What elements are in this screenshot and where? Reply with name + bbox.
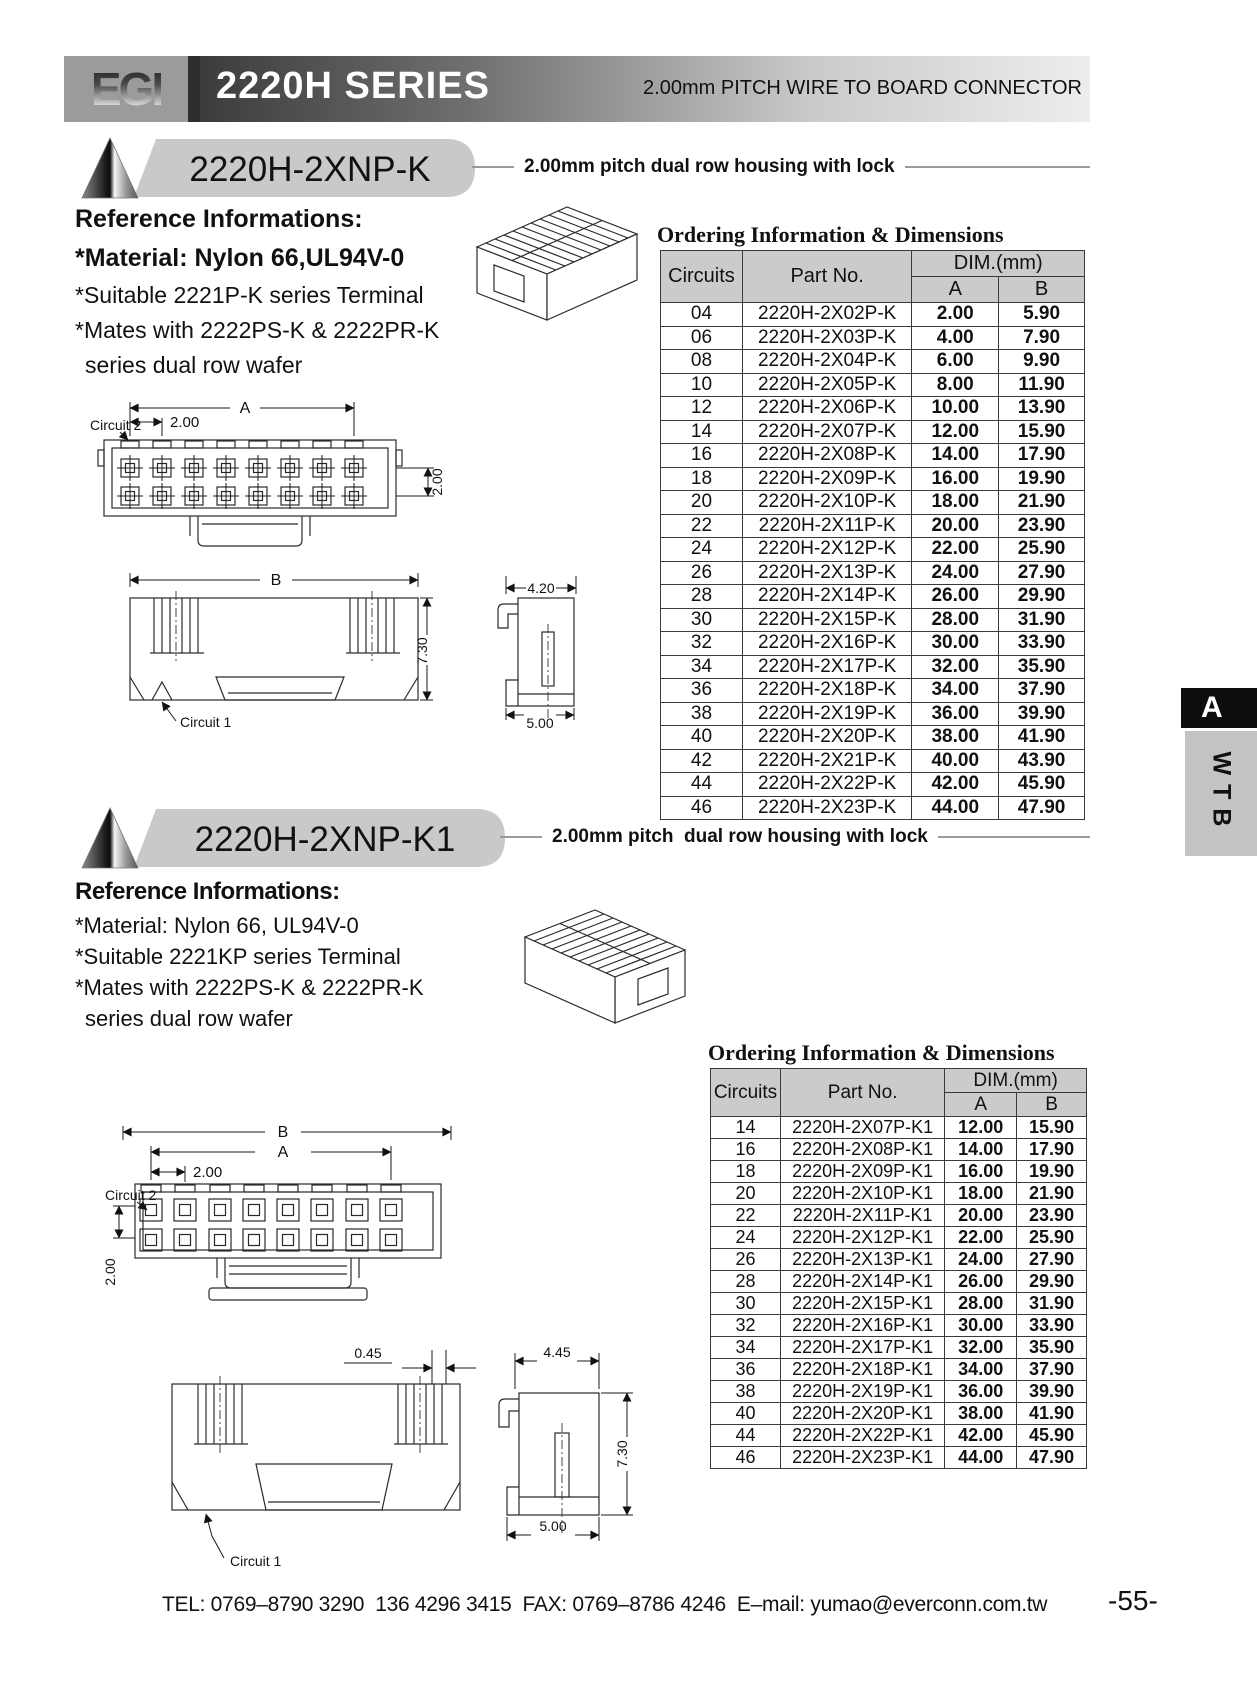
table-cell: 12.00 <box>912 420 999 444</box>
dim-label-offset: 0.45 <box>354 1345 382 1361</box>
table-cell: 2220H-2X15P-K1 <box>780 1293 944 1315</box>
table-cell: 04 <box>661 303 743 327</box>
tagline-k1 <box>500 826 1090 848</box>
table-cell: 22 <box>711 1205 781 1227</box>
table-cell: 2220H-2X09P-K1 <box>780 1161 944 1183</box>
table-cell: 08 <box>661 350 743 374</box>
table-cell: 35.90 <box>999 655 1085 679</box>
table-cell: 28.00 <box>912 608 999 632</box>
table-row <box>661 350 1085 374</box>
table-cell: 26.00 <box>945 1271 1017 1293</box>
table-row <box>661 397 1085 421</box>
table-cell: 32.00 <box>945 1337 1017 1359</box>
table-cell: 14 <box>711 1117 781 1139</box>
table-cell: 40 <box>711 1403 781 1425</box>
table-row <box>661 585 1085 609</box>
ordering-table-k <box>660 250 1085 820</box>
table-cell: 23.90 <box>999 514 1085 538</box>
table-cell: 35.90 <box>1017 1337 1087 1359</box>
circuit1-label: Circuit 1 <box>180 714 232 730</box>
table-cell: 27.90 <box>1017 1249 1087 1271</box>
col-header-a: A <box>945 1093 1017 1117</box>
table-row <box>711 1161 1087 1183</box>
table-cell: 22.00 <box>945 1227 1017 1249</box>
table-cell: 27.90 <box>999 561 1085 585</box>
table-row <box>661 796 1085 820</box>
table-cell: 26 <box>711 1249 781 1271</box>
dim-label-depth: 4.45 <box>543 1344 571 1360</box>
table-cell: 46 <box>661 796 743 820</box>
table-cell: 24.00 <box>912 561 999 585</box>
table-cell: 2220H-2X22P-K1 <box>780 1425 944 1447</box>
table-cell: 2220H-2X17P-K <box>742 655 911 679</box>
table-cell: 30.00 <box>912 632 999 656</box>
table-row <box>661 655 1085 679</box>
table-cell: 47.90 <box>999 796 1085 820</box>
tagline-rule <box>905 166 1090 168</box>
tagline-k1-text: 2.00mm pitch dual row housing with lock <box>552 826 928 847</box>
part-badge-k1-label: 2220H-2XNP-K1 <box>194 820 456 859</box>
table-cell: 42.00 <box>912 773 999 797</box>
reference-block-k1 <box>75 878 555 1037</box>
table-cell: 34.00 <box>912 679 999 703</box>
section-index-tab <box>1181 688 1257 728</box>
dim-label-height: 7.30 <box>414 637 430 665</box>
table-cell: 31.90 <box>1017 1293 1087 1315</box>
table-cell: 14 <box>661 420 743 444</box>
table-cell: 38.00 <box>912 726 999 750</box>
table-cell: 5.90 <box>999 303 1085 327</box>
col-header-circuits: Circuits <box>711 1069 781 1117</box>
table-cell: 42 <box>661 749 743 773</box>
table-cell: 38.00 <box>945 1403 1017 1425</box>
table-row <box>661 773 1085 797</box>
table-cell: 2220H-2X19P-K1 <box>780 1381 944 1403</box>
dim-label-pitch: 2.00 <box>170 414 200 431</box>
table-cell: 2220H-2X18P-K1 <box>780 1359 944 1381</box>
table-row <box>661 303 1085 327</box>
reference-line: *Mates with 2222PS-K & 2222PR-K <box>75 317 440 343</box>
table-cell: 2220H-2X23P-K1 <box>780 1447 944 1469</box>
table-cell: 44.00 <box>912 796 999 820</box>
table-cell: 33.90 <box>999 632 1085 656</box>
dim-label-pitch: 2.00 <box>193 1164 223 1181</box>
isometric-view-k <box>452 192 652 342</box>
table-cell: 30 <box>711 1293 781 1315</box>
table-cell: 38 <box>661 702 743 726</box>
table-cell: 41.90 <box>999 726 1085 750</box>
table-row <box>661 679 1085 703</box>
table-row <box>711 1139 1087 1161</box>
table-row <box>711 1293 1087 1315</box>
table-cell: 2220H-2X07P-K <box>742 420 911 444</box>
table-cell: 36.00 <box>945 1381 1017 1403</box>
table-cell: 20.00 <box>945 1205 1017 1227</box>
table-cell: 15.90 <box>1017 1117 1087 1139</box>
table-cell: 45.90 <box>1017 1425 1087 1447</box>
reference-line: series dual row wafer <box>85 352 303 378</box>
dim-label-b: B <box>270 572 282 589</box>
part-badge-k1 <box>78 806 508 870</box>
reference-line: *Material: Nylon 66,UL94V-0 <box>75 244 405 272</box>
reference-line: series dual row wafer <box>85 1006 293 1031</box>
table-row <box>711 1425 1087 1447</box>
dim-label-width: 5.00 <box>539 1518 567 1534</box>
table-cell: 40.00 <box>912 749 999 773</box>
table-cell: 14.00 <box>945 1139 1017 1161</box>
table-cell: 8.00 <box>912 373 999 397</box>
series-title: 2220H SERIES <box>216 65 490 107</box>
table-cell: 33.90 <box>1017 1315 1087 1337</box>
table-cell: 22.00 <box>912 538 999 562</box>
table-cell: 17.90 <box>999 444 1085 468</box>
table-cell: 19.90 <box>999 467 1085 491</box>
table-row <box>711 1359 1087 1381</box>
front-view-k <box>90 388 450 560</box>
table-cell: 21.90 <box>1017 1183 1087 1205</box>
table-cell: 2220H-2X16P-K <box>742 632 911 656</box>
table-row <box>711 1183 1087 1205</box>
table-cell: 26 <box>661 561 743 585</box>
table-cell: 10 <box>661 373 743 397</box>
table-cell: 24 <box>661 538 743 562</box>
table-row <box>661 326 1085 350</box>
col-header-part-no: Part No. <box>742 251 911 303</box>
col-header-b: B <box>1017 1093 1087 1117</box>
table-cell: 11.90 <box>999 373 1085 397</box>
category-tab-wtb <box>1185 731 1257 856</box>
table-row <box>661 749 1085 773</box>
table-cell: 18 <box>711 1161 781 1183</box>
dim-label-depth: 4.20 <box>527 580 555 596</box>
table-row <box>661 420 1085 444</box>
table-cell: 20 <box>711 1183 781 1205</box>
table-cell: 28 <box>661 585 743 609</box>
table-cell: 2220H-2X08P-K <box>742 444 911 468</box>
table-row <box>661 514 1085 538</box>
table-cell: 9.90 <box>999 350 1085 374</box>
table-cell: 2220H-2X03P-K <box>742 326 911 350</box>
table-cell: 10.00 <box>912 397 999 421</box>
table-cell: 2220H-2X09P-K <box>742 467 911 491</box>
profile-view-k1 <box>475 1345 640 1555</box>
series-subtitle: 2.00mm PITCH WIRE TO BOARD CONNECTOR <box>643 77 1082 99</box>
table-cell: 32.00 <box>912 655 999 679</box>
reference-line: *Suitable 2221P-K series Terminal <box>75 282 424 308</box>
table-row <box>661 608 1085 632</box>
table-cell: 2.00 <box>912 303 999 327</box>
badge-triangle-icon <box>82 138 138 198</box>
table-cell: 19.90 <box>1017 1161 1087 1183</box>
table-cell: 31.90 <box>999 608 1085 632</box>
table-row <box>661 726 1085 750</box>
table-cell: 45.90 <box>999 773 1085 797</box>
table-cell: 18.00 <box>912 491 999 515</box>
table-cell: 2220H-2X02P-K <box>742 303 911 327</box>
reference-line: *Mates with 2222PS-K & 2222PR-K <box>75 975 424 1000</box>
reference-heading: Reference Informations: <box>75 878 340 905</box>
table-cell: 2220H-2X10P-K1 <box>780 1183 944 1205</box>
dim-label-b: B <box>277 1124 289 1141</box>
table-cell: 2220H-2X05P-K <box>742 373 911 397</box>
table-cell: 2220H-2X16P-K1 <box>780 1315 944 1337</box>
table-cell: 25.90 <box>1017 1227 1087 1249</box>
table-cell: 2220H-2X10P-K <box>742 491 911 515</box>
table-title-k: Ordering Information & Dimensions <box>657 222 1004 247</box>
circuit1-label: Circuit 1 <box>230 1553 282 1569</box>
table-row <box>711 1337 1087 1359</box>
dim-label-a: A <box>239 400 251 417</box>
table-cell: 2220H-2X14P-K <box>742 585 911 609</box>
table-cell: 2220H-2X20P-K1 <box>780 1403 944 1425</box>
table-cell: 2220H-2X08P-K1 <box>780 1139 944 1161</box>
table-row <box>661 538 1085 562</box>
col-header-a: A <box>912 277 999 303</box>
table-cell: 12.00 <box>945 1117 1017 1139</box>
table-cell: 39.90 <box>999 702 1085 726</box>
table-cell: 46 <box>711 1447 781 1469</box>
table-row <box>661 444 1085 468</box>
table-row <box>711 1117 1087 1139</box>
table-cell: 16 <box>711 1139 781 1161</box>
footer-contact: TEL: 0769–8790 3290 136 4296 3415 FAX: 0769–8786 4246 E–mail: yumao@everconn.com.tw <box>162 1593 1048 1616</box>
table-cell: 2220H-2X06P-K <box>742 397 911 421</box>
table-cell: 16 <box>661 444 743 468</box>
table-cell: 44 <box>711 1425 781 1447</box>
dim-label-row-pitch: 2.00 <box>429 468 445 496</box>
table-cell: 47.90 <box>1017 1447 1087 1469</box>
table-cell: 34 <box>661 655 743 679</box>
page-number: -55- <box>1108 1585 1158 1616</box>
table-row <box>661 373 1085 397</box>
company-logo <box>64 56 188 122</box>
table-cell: 28.00 <box>945 1293 1017 1315</box>
tagline-rule <box>938 836 1090 838</box>
table-cell: 37.90 <box>999 679 1085 703</box>
table-cell: 4.00 <box>912 326 999 350</box>
table-cell: 2220H-2X22P-K <box>742 773 911 797</box>
tagline-rule <box>500 836 542 838</box>
dim-label-a: A <box>277 1144 289 1161</box>
table-cell: 34 <box>711 1337 781 1359</box>
dim-label-width: 5.00 <box>526 715 554 731</box>
table-row <box>661 702 1085 726</box>
table-row <box>711 1271 1087 1293</box>
table-cell: 2220H-2X15P-K <box>742 608 911 632</box>
table-row <box>711 1227 1087 1249</box>
table-cell: 24.00 <box>945 1249 1017 1271</box>
table-cell: 36 <box>661 679 743 703</box>
table-cell: 16.00 <box>912 467 999 491</box>
profile-view-k <box>470 568 610 730</box>
table-title-k1: Ordering Information & Dimensions <box>708 1040 1055 1065</box>
table-cell: 14.00 <box>912 444 999 468</box>
table-row <box>711 1249 1087 1271</box>
table-cell: 2220H-2X19P-K <box>742 702 911 726</box>
col-header-circuits: Circuits <box>661 251 743 303</box>
tagline-k-text: 2.00mm pitch dual row housing with lock <box>524 156 895 177</box>
table-cell: 42.00 <box>945 1425 1017 1447</box>
isometric-view-k1 <box>505 895 710 1045</box>
table-row <box>711 1205 1087 1227</box>
section-index-tab-label: A <box>1201 691 1223 724</box>
table-cell: 6.00 <box>912 350 999 374</box>
table-cell: 18 <box>661 467 743 491</box>
table-cell: 21.90 <box>999 491 1085 515</box>
table-cell: 28 <box>711 1271 781 1293</box>
table-cell: 2220H-2X12P-K <box>742 538 911 562</box>
table-cell: 16.00 <box>945 1161 1017 1183</box>
circuit2-label: Circuit 2 <box>90 417 142 433</box>
table-cell: 37.90 <box>1017 1359 1087 1381</box>
badge-triangle-icon <box>82 808 138 868</box>
table-cell: 12 <box>661 397 743 421</box>
table-cell: 2220H-2X07P-K1 <box>780 1117 944 1139</box>
table-cell: 20 <box>661 491 743 515</box>
table-cell: 23.90 <box>1017 1205 1087 1227</box>
table-cell: 2220H-2X13P-K <box>742 561 911 585</box>
table-cell: 40 <box>661 726 743 750</box>
table-cell: 2220H-2X12P-K1 <box>780 1227 944 1249</box>
table-cell: 24 <box>711 1227 781 1249</box>
table-row <box>711 1447 1087 1469</box>
table-cell: 29.90 <box>1017 1271 1087 1293</box>
col-header-dim: DIM.(mm) <box>912 251 1085 277</box>
tagline-rule <box>472 166 514 168</box>
table-cell: 7.90 <box>999 326 1085 350</box>
logo-text: EGI <box>90 63 162 115</box>
side-view-k <box>120 565 435 737</box>
table-cell: 22 <box>661 514 743 538</box>
table-row <box>661 561 1085 585</box>
table-cell: 13.90 <box>999 397 1085 421</box>
table-cell: 2220H-2X23P-K <box>742 796 911 820</box>
reference-line: *Suitable 2221KP series Terminal <box>75 944 401 969</box>
tagline-k <box>472 156 1090 178</box>
dim-label-height: 7.30 <box>614 1440 630 1468</box>
col-header-b: B <box>999 277 1085 303</box>
table-row <box>661 632 1085 656</box>
table-cell: 2220H-2X17P-K1 <box>780 1337 944 1359</box>
side-view-k1 <box>160 1340 490 1578</box>
part-badge-k-label: 2220H-2XNP-K <box>189 150 431 189</box>
table-cell: 20.00 <box>912 514 999 538</box>
table-cell: 38 <box>711 1381 781 1403</box>
table-cell: 2220H-2X20P-K <box>742 726 911 750</box>
dim-label-row-pitch: 2.00 <box>102 1258 118 1286</box>
table-row <box>711 1403 1087 1425</box>
table-cell: 2220H-2X21P-K <box>742 749 911 773</box>
table-row <box>661 491 1085 515</box>
table-cell: 30.00 <box>945 1315 1017 1337</box>
table-cell: 2220H-2X04P-K <box>742 350 911 374</box>
table-cell: 2220H-2X18P-K <box>742 679 911 703</box>
table-cell: 18.00 <box>945 1183 1017 1205</box>
table-cell: 2220H-2X14P-K1 <box>780 1271 944 1293</box>
table-cell: 2220H-2X11P-K <box>742 514 911 538</box>
category-tab-wtb-label: WTB <box>1207 751 1236 836</box>
table-cell: 2220H-2X11P-K1 <box>780 1205 944 1227</box>
table-cell: 44 <box>661 773 743 797</box>
table-row <box>711 1315 1087 1337</box>
front-view-k1 <box>102 1120 470 1325</box>
table-cell: 15.90 <box>999 420 1085 444</box>
col-header-dim: DIM.(mm) <box>945 1069 1087 1093</box>
table-cell: 36.00 <box>912 702 999 726</box>
circuit2-label: Circuit 2 <box>105 1187 157 1203</box>
table-cell: 06 <box>661 326 743 350</box>
ordering-table-k1 <box>710 1068 1087 1469</box>
reference-line: *Material: Nylon 66, UL94V-0 <box>75 913 359 938</box>
table-cell: 39.90 <box>1017 1381 1087 1403</box>
part-badge-k <box>78 136 478 200</box>
logo-divider-bar <box>188 56 200 122</box>
col-header-part-no: Part No. <box>780 1069 944 1117</box>
table-cell: 32 <box>711 1315 781 1337</box>
reference-heading: Reference Informations: <box>75 205 363 233</box>
table-cell: 36 <box>711 1359 781 1381</box>
table-cell: 25.90 <box>999 538 1085 562</box>
table-cell: 26.00 <box>912 585 999 609</box>
table-cell: 32 <box>661 632 743 656</box>
table-cell: 34.00 <box>945 1359 1017 1381</box>
header-banner <box>200 56 1090 122</box>
table-cell: 30 <box>661 608 743 632</box>
table-cell: 17.90 <box>1017 1139 1087 1161</box>
table-cell: 43.90 <box>999 749 1085 773</box>
table-row <box>661 467 1085 491</box>
table-cell: 44.00 <box>945 1447 1017 1469</box>
table-cell: 29.90 <box>999 585 1085 609</box>
table-cell: 2220H-2X13P-K1 <box>780 1249 944 1271</box>
table-row <box>711 1381 1087 1403</box>
table-cell: 41.90 <box>1017 1403 1087 1425</box>
